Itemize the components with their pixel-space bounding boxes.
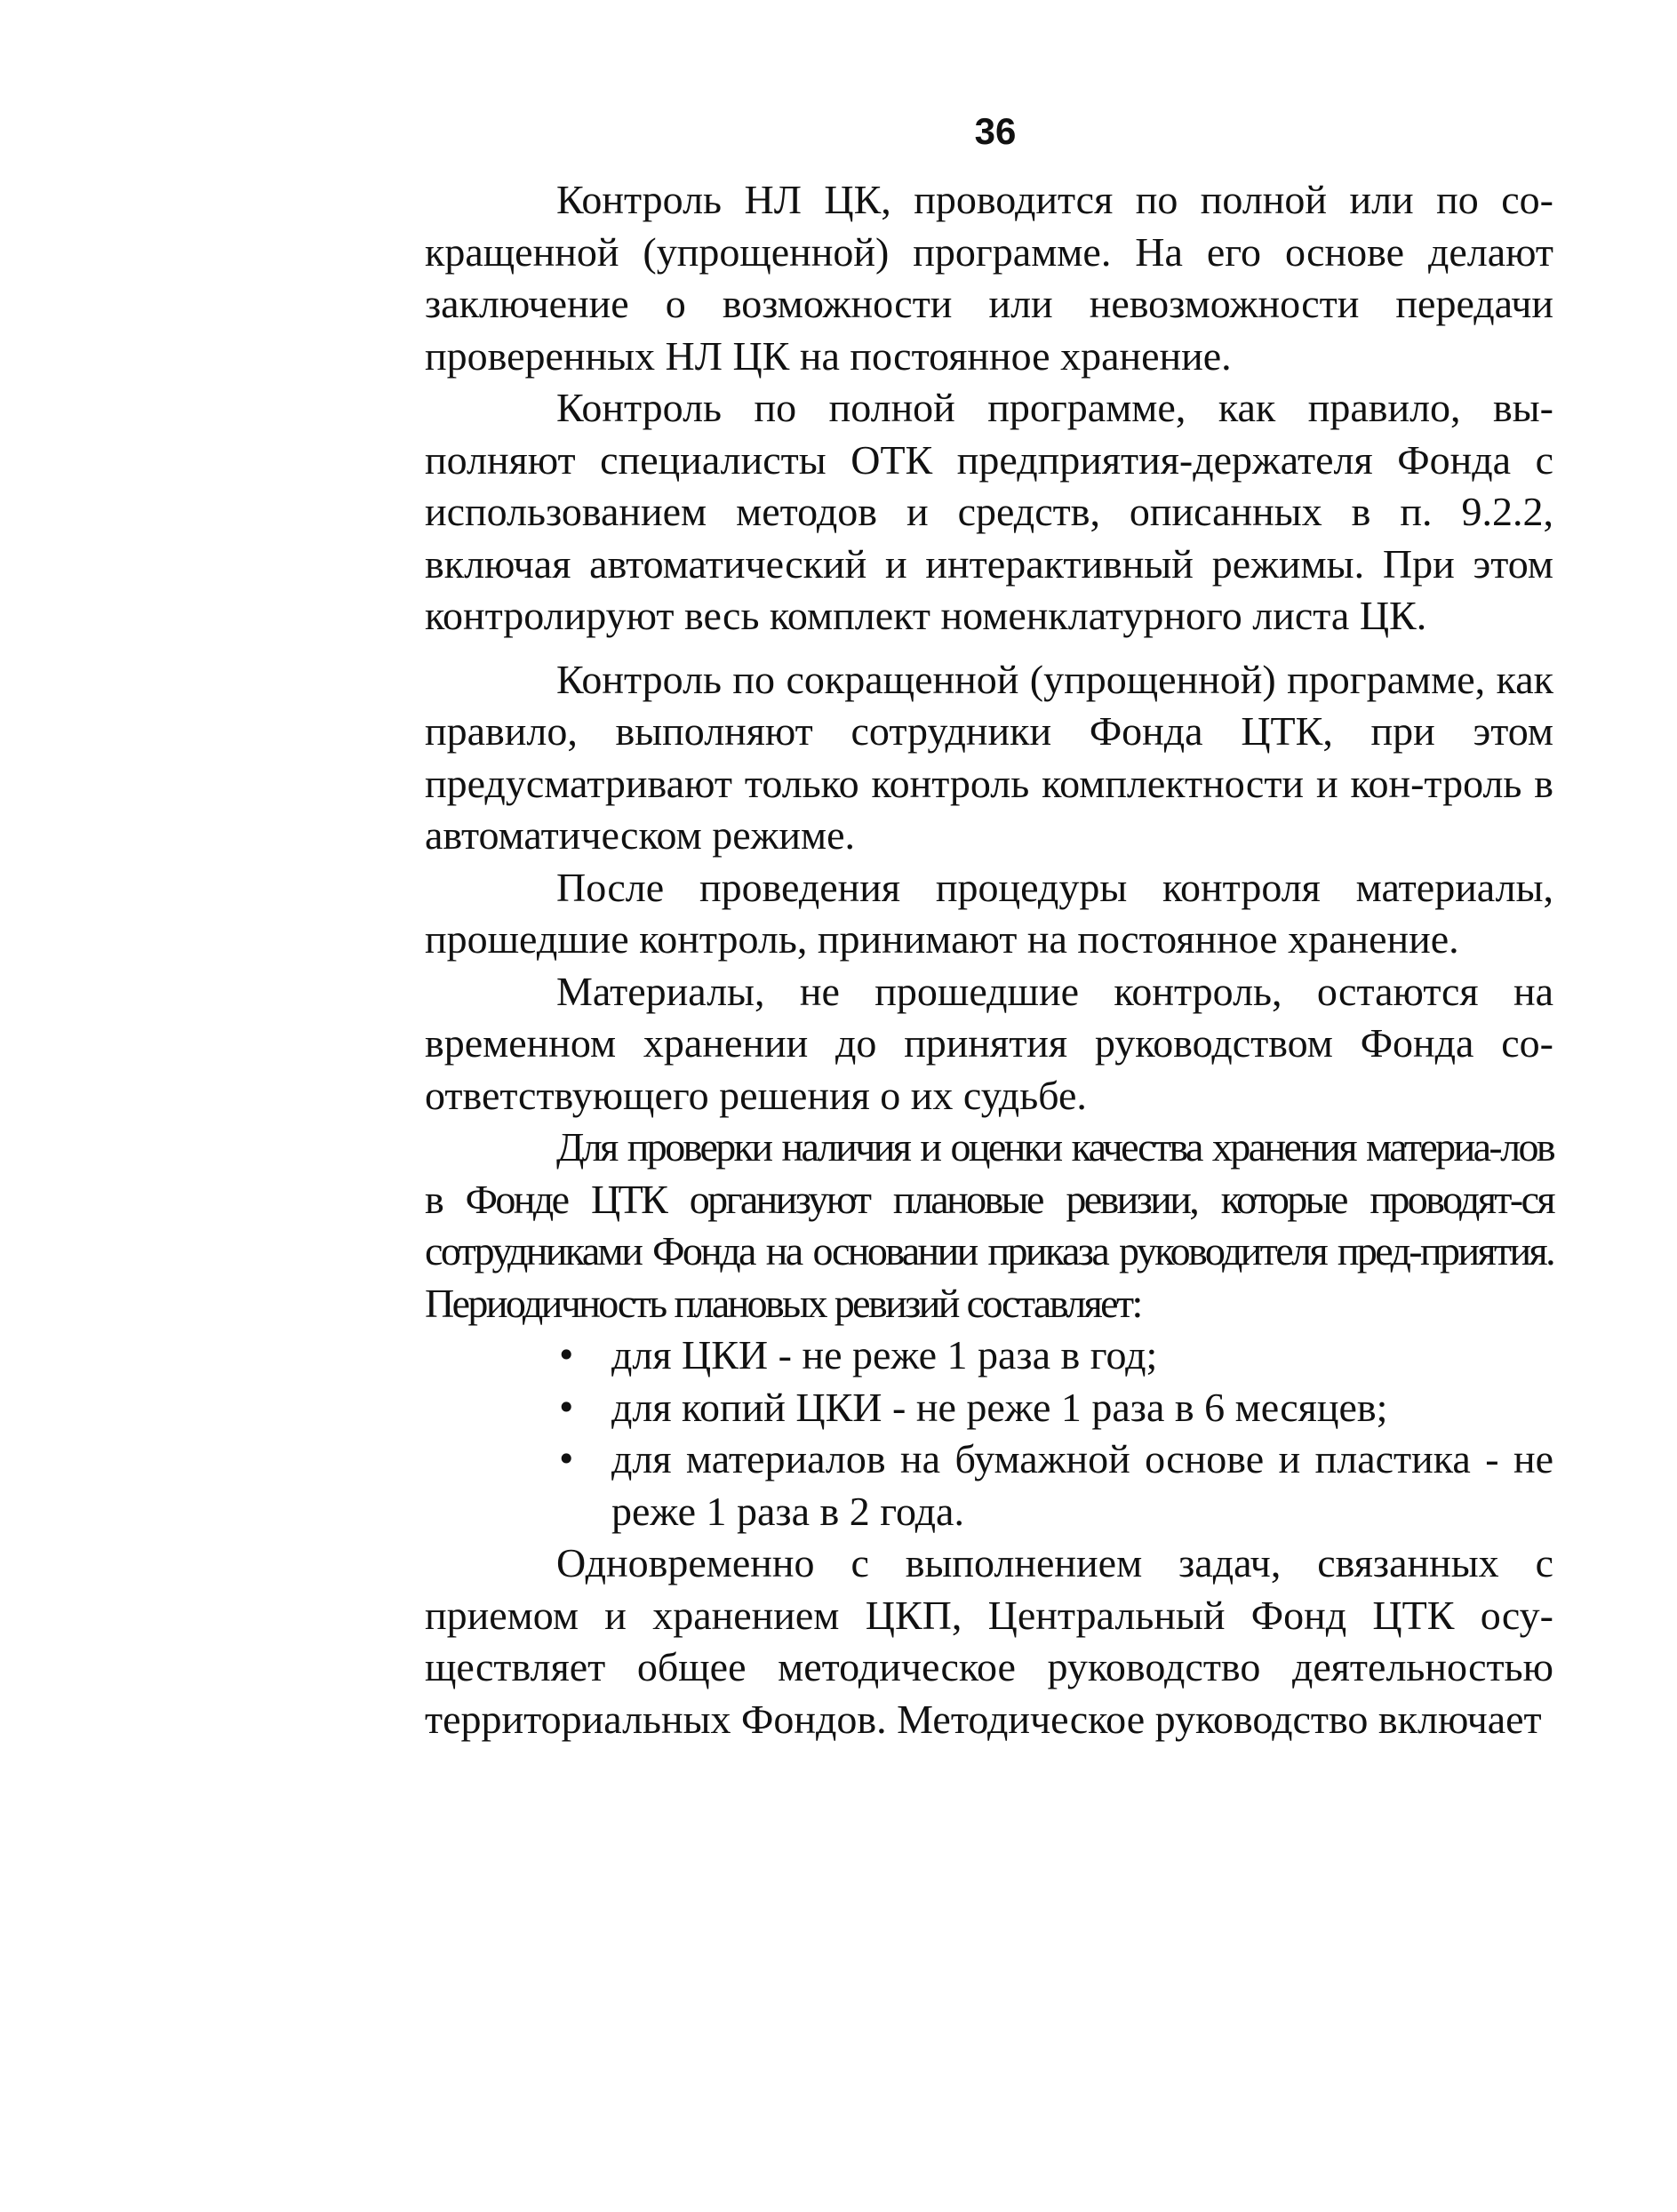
bullet-list xyxy=(425,1330,1553,1537)
list-item xyxy=(425,1382,1553,1434)
paragraph-5: Материалы, не прошедшие контроль, остаются на временном хранении до принятия руководством Фонда со-ответствующего решения о их судьбе. xyxy=(425,968,1553,1118)
paragraph-6: Для проверки наличия и оценки качества хранения материа-лов в Фонде ЦТК организуют плановые ревизии, которые проводят-ся сотрудниками Фонда на основании приказа руководителя пред-приятия. Периодичность плановых ревизий составляет: xyxy=(425,1124,1553,1326)
page-number: 36 xyxy=(974,110,1017,152)
list-item-text: для материалов на бумажной основе и пластика - не реже 1 раза в 2 года. xyxy=(611,1436,1553,1534)
paragraph-2: Контроль по полной программе, как правило, вы-полняют специалисты ОТК предприятия-держателя Фонда с использованием методов и средств, описанных в п. 9.2.2, включая автоматический и интерактивный режимы. При этом контролируют весь комплект номенклатурного листа ЦК. xyxy=(425,385,1553,638)
bullet-icon: • xyxy=(556,1387,577,1427)
bullet-icon: • xyxy=(556,1336,577,1375)
paragraph-4: После проведения процедуры контроля материалы, прошедшие контроль, принимают на постоянное хранение. xyxy=(425,864,1553,962)
paragraph-1: Контроль НЛ ЦК, проводится по полной или по со-кращенной (упрощенной) программе. На его основе делают заключение о возможности или невозможности передачи проверенных НЛ ЦК на постоянное хранение. xyxy=(425,177,1553,379)
bullet-icon: • xyxy=(556,1440,577,1479)
list-item xyxy=(425,1330,1553,1382)
list-item-text: для копий ЦКИ - не реже 1 раза в 6 месяцев; xyxy=(611,1384,1388,1430)
paragraph-3: Контроль по сокращенной (упрощенной) программе, как правило, выполняют сотрудники Фонда ЦТК, при этом предусматривают только контроль комплектности и кон-троль в автоматическом режиме. xyxy=(425,656,1553,858)
closing-paragraph: Одновременно с выполнением задач, связанных с приемом и хранением ЦКП, Центральный Фонд ЦТК осу-ществляет общее методическое руководство деятельностью территориальных Фондов. Методическое руководство включает xyxy=(425,1540,1553,1742)
list-item xyxy=(425,1433,1553,1537)
document-body xyxy=(425,174,1553,1745)
list-item-text: для ЦКИ - не реже 1 раза в год; xyxy=(611,1332,1158,1378)
